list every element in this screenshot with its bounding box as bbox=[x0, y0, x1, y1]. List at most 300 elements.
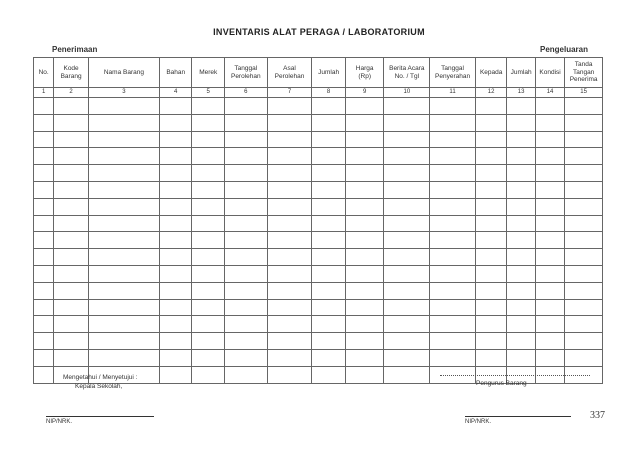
table-cell[interactable] bbox=[192, 198, 225, 215]
table-cell[interactable] bbox=[430, 299, 476, 316]
table-cell[interactable] bbox=[430, 148, 476, 165]
table-cell[interactable] bbox=[345, 198, 384, 215]
table-cell[interactable] bbox=[192, 131, 225, 148]
table-cell[interactable] bbox=[430, 165, 476, 182]
table-cell[interactable] bbox=[159, 198, 192, 215]
table-cell[interactable] bbox=[159, 215, 192, 232]
table-cell[interactable] bbox=[312, 316, 346, 333]
table-cell[interactable] bbox=[34, 131, 54, 148]
table-cell[interactable] bbox=[345, 98, 384, 115]
table-cell[interactable] bbox=[54, 131, 89, 148]
table-cell[interactable] bbox=[430, 232, 476, 249]
column-number: 15 bbox=[565, 88, 603, 98]
table-cell[interactable] bbox=[224, 349, 267, 366]
table-cell[interactable] bbox=[384, 215, 430, 232]
table-cell[interactable] bbox=[312, 249, 346, 266]
table-cell[interactable] bbox=[345, 282, 384, 299]
table-cell[interactable] bbox=[345, 249, 384, 266]
table-cell[interactable] bbox=[535, 215, 564, 232]
table-cell[interactable] bbox=[34, 249, 54, 266]
table-cell[interactable] bbox=[54, 98, 89, 115]
table-cell[interactable] bbox=[34, 316, 54, 333]
table-cell[interactable] bbox=[224, 181, 267, 198]
table-cell[interactable] bbox=[475, 316, 506, 333]
table-cell[interactable] bbox=[192, 215, 225, 232]
column-number: 13 bbox=[507, 88, 535, 98]
table-cell[interactable] bbox=[159, 114, 192, 131]
table-cell[interactable] bbox=[224, 333, 267, 350]
table-cell[interactable] bbox=[475, 165, 506, 182]
column-number: 5 bbox=[192, 88, 225, 98]
table-cell[interactable] bbox=[507, 282, 535, 299]
table-cell[interactable] bbox=[430, 114, 476, 131]
table-cell[interactable] bbox=[507, 198, 535, 215]
table-cell[interactable] bbox=[384, 316, 430, 333]
column-number: 9 bbox=[345, 88, 384, 98]
column-header: Kepada bbox=[475, 58, 506, 88]
table-cell[interactable] bbox=[507, 165, 535, 182]
table-cell[interactable] bbox=[267, 232, 312, 249]
column-header: Nama Barang bbox=[88, 58, 159, 88]
table-row bbox=[34, 165, 603, 182]
table-cell[interactable] bbox=[430, 215, 476, 232]
table-cell[interactable] bbox=[384, 265, 430, 282]
table-cell[interactable] bbox=[345, 232, 384, 249]
table-cell[interactable] bbox=[507, 333, 535, 350]
table-cell[interactable] bbox=[535, 299, 564, 316]
table-cell[interactable] bbox=[159, 249, 192, 266]
table-cell[interactable] bbox=[384, 131, 430, 148]
table-cell[interactable] bbox=[384, 349, 430, 366]
table-cell[interactable] bbox=[475, 282, 506, 299]
table-cell[interactable] bbox=[224, 249, 267, 266]
table-cell[interactable] bbox=[34, 232, 54, 249]
table-cell[interactable] bbox=[430, 198, 476, 215]
table-cell[interactable] bbox=[507, 181, 535, 198]
table-cell[interactable] bbox=[267, 282, 312, 299]
table-cell[interactable] bbox=[345, 181, 384, 198]
table-row bbox=[34, 215, 603, 232]
table-cell[interactable] bbox=[535, 316, 564, 333]
table-cell[interactable] bbox=[384, 282, 430, 299]
column-number: 1 bbox=[34, 88, 54, 98]
table-cell[interactable] bbox=[54, 316, 89, 333]
table-cell[interactable] bbox=[159, 265, 192, 282]
table-cell[interactable] bbox=[224, 98, 267, 115]
table-cell[interactable] bbox=[192, 148, 225, 165]
column-number: 11 bbox=[430, 88, 476, 98]
table-cell[interactable] bbox=[88, 282, 159, 299]
table-cell[interactable] bbox=[475, 349, 506, 366]
table-row bbox=[34, 148, 603, 165]
table-cell[interactable] bbox=[192, 349, 225, 366]
table-cell[interactable] bbox=[430, 98, 476, 115]
table-cell[interactable] bbox=[88, 316, 159, 333]
table-cell[interactable] bbox=[34, 282, 54, 299]
table-cell[interactable] bbox=[475, 333, 506, 350]
table-cell[interactable] bbox=[312, 131, 346, 148]
table-cell[interactable] bbox=[54, 282, 89, 299]
table-cell[interactable] bbox=[159, 181, 192, 198]
table-cell[interactable] bbox=[192, 181, 225, 198]
table-cell[interactable] bbox=[224, 282, 267, 299]
column-header: Bahan bbox=[159, 58, 192, 88]
table-row bbox=[34, 198, 603, 215]
signature-line-left bbox=[46, 416, 154, 417]
table-cell[interactable] bbox=[192, 316, 225, 333]
column-number: 3 bbox=[88, 88, 159, 98]
column-number-row bbox=[34, 88, 603, 98]
table-cell[interactable] bbox=[34, 181, 54, 198]
table-cell[interactable] bbox=[345, 366, 384, 383]
table-cell[interactable] bbox=[312, 232, 346, 249]
table-cell[interactable] bbox=[345, 165, 384, 182]
column-number: 2 bbox=[54, 88, 89, 98]
table-cell[interactable] bbox=[430, 333, 476, 350]
table-cell[interactable] bbox=[384, 165, 430, 182]
column-number: 7 bbox=[267, 88, 312, 98]
page-number: 337 bbox=[590, 410, 605, 421]
table-cell[interactable] bbox=[312, 349, 346, 366]
table-cell[interactable] bbox=[384, 249, 430, 266]
table-cell[interactable] bbox=[224, 316, 267, 333]
table-cell[interactable] bbox=[267, 114, 312, 131]
column-number: 12 bbox=[475, 88, 506, 98]
table-cell[interactable] bbox=[54, 148, 89, 165]
table-cell[interactable] bbox=[192, 299, 225, 316]
table-cell[interactable] bbox=[267, 181, 312, 198]
column-header: Berita Acara No. / Tgl bbox=[384, 58, 430, 88]
table-cell[interactable] bbox=[159, 148, 192, 165]
table-cell[interactable] bbox=[159, 131, 192, 148]
table-cell[interactable] bbox=[267, 249, 312, 266]
table-row bbox=[34, 232, 603, 249]
table-cell[interactable] bbox=[34, 349, 54, 366]
table-cell[interactable] bbox=[535, 333, 564, 350]
table-cell[interactable] bbox=[565, 282, 603, 299]
table-row bbox=[34, 249, 603, 266]
table-cell[interactable] bbox=[565, 349, 603, 366]
table-cell[interactable] bbox=[535, 232, 564, 249]
table-cell[interactable] bbox=[507, 114, 535, 131]
table-cell[interactable] bbox=[384, 232, 430, 249]
table-cell[interactable] bbox=[88, 165, 159, 182]
table-cell[interactable] bbox=[507, 148, 535, 165]
table-cell[interactable] bbox=[267, 265, 312, 282]
table-cell[interactable] bbox=[159, 349, 192, 366]
table-cell[interactable] bbox=[34, 114, 54, 131]
table-cell[interactable] bbox=[88, 349, 159, 366]
table-row bbox=[34, 181, 603, 198]
table-row bbox=[34, 265, 603, 282]
table-cell[interactable] bbox=[54, 215, 89, 232]
table-cell[interactable] bbox=[159, 98, 192, 115]
table-cell[interactable] bbox=[345, 333, 384, 350]
table-row bbox=[34, 316, 603, 333]
table-cell[interactable] bbox=[192, 232, 225, 249]
table-cell[interactable] bbox=[565, 148, 603, 165]
table-cell[interactable] bbox=[54, 333, 89, 350]
header-row bbox=[34, 58, 603, 88]
table-cell[interactable] bbox=[345, 114, 384, 131]
table-cell[interactable] bbox=[267, 299, 312, 316]
table-cell[interactable] bbox=[475, 114, 506, 131]
table-cell[interactable] bbox=[88, 232, 159, 249]
table-cell[interactable] bbox=[224, 165, 267, 182]
table-cell[interactable] bbox=[565, 181, 603, 198]
table-cell[interactable] bbox=[88, 181, 159, 198]
table-cell[interactable] bbox=[224, 299, 267, 316]
table-cell[interactable] bbox=[88, 98, 159, 115]
inventory-table bbox=[33, 57, 603, 384]
table-cell[interactable] bbox=[312, 114, 346, 131]
table-cell[interactable] bbox=[565, 299, 603, 316]
table-cell[interactable] bbox=[565, 131, 603, 148]
table-cell[interactable] bbox=[384, 148, 430, 165]
nip-label-left: NIP/NRK. bbox=[46, 419, 73, 425]
table-cell[interactable] bbox=[312, 165, 346, 182]
table-cell[interactable] bbox=[192, 249, 225, 266]
form-title: INVENTARIS ALAT PERAGA / LABORATORIUM bbox=[213, 27, 425, 37]
table-row bbox=[34, 333, 603, 350]
table-cell[interactable] bbox=[507, 265, 535, 282]
table-cell[interactable] bbox=[312, 198, 346, 215]
table-cell[interactable] bbox=[312, 282, 346, 299]
table-cell[interactable] bbox=[475, 215, 506, 232]
table-cell[interactable] bbox=[54, 299, 89, 316]
table-cell[interactable] bbox=[507, 215, 535, 232]
table-cell[interactable] bbox=[565, 265, 603, 282]
table-cell[interactable] bbox=[384, 114, 430, 131]
table-cell[interactable] bbox=[384, 366, 430, 383]
table-cell[interactable] bbox=[507, 249, 535, 266]
table-cell[interactable] bbox=[159, 165, 192, 182]
table-cell[interactable] bbox=[159, 316, 192, 333]
column-header: Jumlah bbox=[312, 58, 346, 88]
table-cell[interactable] bbox=[267, 148, 312, 165]
table-cell[interactable] bbox=[345, 299, 384, 316]
table-cell[interactable] bbox=[159, 299, 192, 316]
approval-label: Mengetahui / Menyetujui : bbox=[63, 374, 138, 381]
column-number: 6 bbox=[224, 88, 267, 98]
table-cell[interactable] bbox=[267, 366, 312, 383]
table-cell[interactable] bbox=[54, 165, 89, 182]
table-cell[interactable] bbox=[475, 232, 506, 249]
table-cell[interactable] bbox=[224, 198, 267, 215]
table-cell[interactable] bbox=[535, 181, 564, 198]
table-cell[interactable] bbox=[267, 333, 312, 350]
table-cell[interactable] bbox=[384, 299, 430, 316]
table-cell[interactable] bbox=[535, 265, 564, 282]
table-cell[interactable] bbox=[507, 131, 535, 148]
table-cell[interactable] bbox=[507, 299, 535, 316]
table-cell[interactable] bbox=[88, 131, 159, 148]
table-row bbox=[34, 131, 603, 148]
table-cell[interactable] bbox=[345, 131, 384, 148]
table-cell[interactable] bbox=[54, 232, 89, 249]
table-cell[interactable] bbox=[535, 198, 564, 215]
table-cell[interactable] bbox=[565, 198, 603, 215]
table-cell[interactable] bbox=[34, 333, 54, 350]
table-row bbox=[34, 282, 603, 299]
table-cell[interactable] bbox=[475, 148, 506, 165]
table-cell[interactable] bbox=[384, 98, 430, 115]
section-penerimaan: Penerimaan bbox=[52, 45, 98, 54]
table-cell[interactable] bbox=[507, 349, 535, 366]
table-cell[interactable] bbox=[34, 366, 54, 383]
table-cell[interactable] bbox=[312, 148, 346, 165]
table-cell[interactable] bbox=[565, 215, 603, 232]
approval-block bbox=[63, 373, 137, 392]
table-cell[interactable] bbox=[88, 265, 159, 282]
table-cell[interactable] bbox=[267, 349, 312, 366]
table-cell[interactable] bbox=[192, 282, 225, 299]
table-cell[interactable] bbox=[267, 98, 312, 115]
table-cell[interactable] bbox=[192, 366, 225, 383]
column-header: No. bbox=[34, 58, 54, 88]
table-cell[interactable] bbox=[430, 282, 476, 299]
table-cell[interactable] bbox=[475, 249, 506, 266]
table-cell[interactable] bbox=[345, 265, 384, 282]
table-cell[interactable] bbox=[224, 366, 267, 383]
table-cell[interactable] bbox=[159, 282, 192, 299]
table-cell[interactable] bbox=[565, 165, 603, 182]
column-number: 4 bbox=[159, 88, 192, 98]
table-cell[interactable] bbox=[224, 131, 267, 148]
table-cell[interactable] bbox=[565, 114, 603, 131]
table-cell[interactable] bbox=[430, 181, 476, 198]
table-cell[interactable] bbox=[535, 98, 564, 115]
table-cell[interactable] bbox=[192, 165, 225, 182]
table-cell[interactable] bbox=[565, 249, 603, 266]
table-cell[interactable] bbox=[34, 299, 54, 316]
table-cell[interactable] bbox=[192, 333, 225, 350]
table-cell[interactable] bbox=[54, 249, 89, 266]
table-cell[interactable] bbox=[430, 265, 476, 282]
table-cell[interactable] bbox=[345, 148, 384, 165]
table-cell[interactable] bbox=[312, 299, 346, 316]
table-cell[interactable] bbox=[88, 198, 159, 215]
signature-line-right bbox=[465, 416, 571, 417]
table-cell[interactable] bbox=[159, 232, 192, 249]
table-cell[interactable] bbox=[267, 131, 312, 148]
table-cell[interactable] bbox=[54, 265, 89, 282]
table-cell[interactable] bbox=[192, 98, 225, 115]
table-cell[interactable] bbox=[535, 249, 564, 266]
table-cell[interactable] bbox=[88, 148, 159, 165]
section-pengeluaran: Pengeluaran bbox=[539, 45, 588, 54]
table-cell[interactable] bbox=[224, 148, 267, 165]
table-cell[interactable] bbox=[535, 148, 564, 165]
table-cell[interactable] bbox=[535, 282, 564, 299]
table-cell[interactable] bbox=[88, 215, 159, 232]
table-cell[interactable] bbox=[475, 131, 506, 148]
table-cell[interactable] bbox=[267, 316, 312, 333]
table-cell[interactable] bbox=[267, 198, 312, 215]
table-cell[interactable] bbox=[34, 98, 54, 115]
table-cell[interactable] bbox=[312, 333, 346, 350]
table-cell[interactable] bbox=[430, 349, 476, 366]
table-cell[interactable] bbox=[345, 215, 384, 232]
table-cell[interactable] bbox=[312, 181, 346, 198]
table-row bbox=[34, 98, 603, 115]
table-cell[interactable] bbox=[507, 316, 535, 333]
headmaster-label: Kepala Sekolah, bbox=[75, 383, 123, 391]
table-cell[interactable] bbox=[535, 131, 564, 148]
table-cell[interactable] bbox=[54, 181, 89, 198]
table-cell[interactable] bbox=[88, 249, 159, 266]
table-cell[interactable] bbox=[535, 114, 564, 131]
table-cell[interactable] bbox=[34, 215, 54, 232]
table-cell[interactable] bbox=[384, 198, 430, 215]
column-header: Harga (Rp) bbox=[345, 58, 384, 88]
table-cell[interactable] bbox=[384, 333, 430, 350]
table-cell[interactable] bbox=[224, 232, 267, 249]
table-cell[interactable] bbox=[384, 181, 430, 198]
table-cell[interactable] bbox=[565, 232, 603, 249]
table-cell[interactable] bbox=[345, 316, 384, 333]
table-cell[interactable] bbox=[34, 148, 54, 165]
table-cell[interactable] bbox=[224, 215, 267, 232]
table-cell[interactable] bbox=[88, 299, 159, 316]
table-cell[interactable] bbox=[312, 366, 346, 383]
table-cell[interactable] bbox=[430, 249, 476, 266]
table-cell[interactable] bbox=[565, 333, 603, 350]
table-cell[interactable] bbox=[507, 98, 535, 115]
table-cell[interactable] bbox=[475, 198, 506, 215]
table-cell[interactable] bbox=[34, 165, 54, 182]
table-cell[interactable] bbox=[475, 181, 506, 198]
table-cell[interactable] bbox=[430, 316, 476, 333]
table-cell[interactable] bbox=[34, 198, 54, 215]
table-cell[interactable] bbox=[312, 265, 346, 282]
table-cell[interactable] bbox=[159, 333, 192, 350]
table-cell[interactable] bbox=[88, 114, 159, 131]
table-cell[interactable] bbox=[192, 114, 225, 131]
table-cell[interactable] bbox=[192, 265, 225, 282]
table-cell[interactable] bbox=[312, 215, 346, 232]
table-cell[interactable] bbox=[88, 333, 159, 350]
column-header: Kode Barang bbox=[54, 58, 89, 88]
table-cell[interactable] bbox=[565, 98, 603, 115]
table-cell[interactable] bbox=[475, 265, 506, 282]
table-cell[interactable] bbox=[34, 265, 54, 282]
column-header: Merek bbox=[192, 58, 225, 88]
table-cell[interactable] bbox=[159, 366, 192, 383]
table-cell[interactable] bbox=[54, 198, 89, 215]
column-header: Asal Perolehan bbox=[267, 58, 312, 88]
table-cell[interactable] bbox=[54, 114, 89, 131]
place-date-dotted-line bbox=[440, 372, 590, 376]
column-header: Tanggal Perolehan bbox=[224, 58, 267, 88]
table-cell[interactable] bbox=[224, 114, 267, 131]
table-cell[interactable] bbox=[345, 349, 384, 366]
table-cell[interactable] bbox=[507, 232, 535, 249]
table-cell[interactable] bbox=[224, 265, 267, 282]
table-cell[interactable] bbox=[54, 349, 89, 366]
table-cell[interactable] bbox=[267, 165, 312, 182]
table-cell[interactable] bbox=[535, 349, 564, 366]
table-cell[interactable] bbox=[312, 98, 346, 115]
table-cell[interactable] bbox=[535, 165, 564, 182]
table-cell[interactable] bbox=[565, 316, 603, 333]
table-cell[interactable] bbox=[267, 215, 312, 232]
table-cell[interactable] bbox=[475, 299, 506, 316]
table-cell[interactable] bbox=[430, 131, 476, 148]
table-cell[interactable] bbox=[475, 98, 506, 115]
table-row bbox=[34, 114, 603, 131]
column-number: 8 bbox=[312, 88, 346, 98]
